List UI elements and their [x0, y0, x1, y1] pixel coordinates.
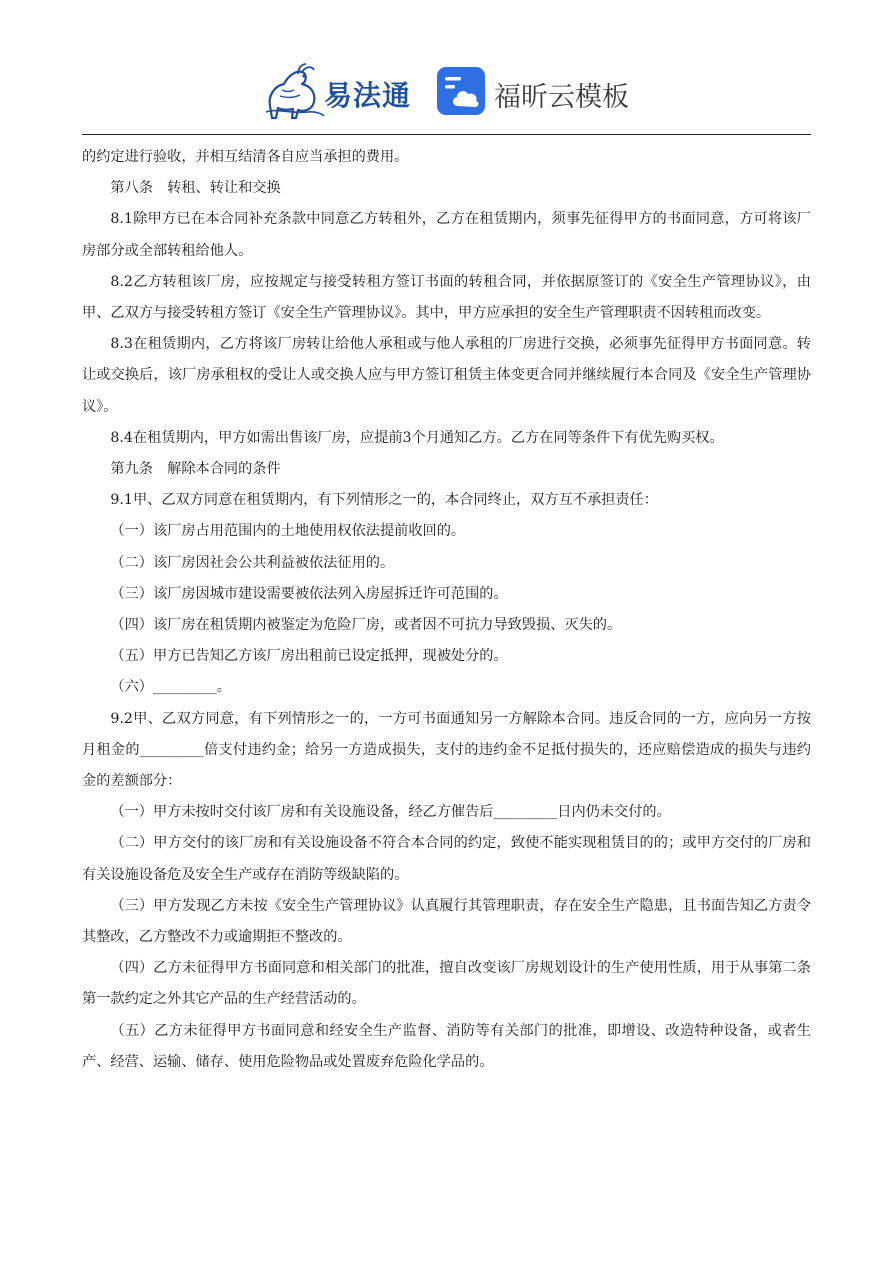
header-divider	[82, 134, 811, 135]
clause-9-2: 9.2甲、乙双方同意，有下列情形之一的，一方可书面通知另一方解除本合同。违反合同的一方，应向另一方按月租金的_________倍支付违约金；给另一方造成损失，支付的违约金不足抵付损失的，还应赔偿造成的损失与违约金的差额部分：	[82, 710, 811, 790]
clause-8-3: 8.3在租赁期内，乙方将该厂房转让给他人承租或与他人承租的厂房进行交换，必须事先征得甲方书面同意。转让或交换后，该厂房承租权的受让人或交换人应与甲方签订租赁主体变更合同并继续履行本合同及《安全生产管理协议》。	[82, 336, 811, 415]
clause-9-1-item-4: （四）该厂房在租赁期内被鉴定为危险厂房，或者因不可抗力导致毁损、灭失的。	[110, 617, 622, 634]
yifatong-brand-text: 易法通	[324, 79, 412, 112]
paragraph-continuation: 的约定进行验收，并相互结清各自应当承担的费用。	[82, 149, 409, 165]
clause-9-2-item-2: （二）甲方交付的该厂房和有关设施设备不符合本合同的约定，致使不能实现租赁目的的；或甲方交付的厂房和有关设施设备危及安全生产或存在消防等级缺陷的。	[82, 835, 811, 883]
yifatong-logo	[262, 62, 422, 122]
article-9-heading: 第九条 解除本合同的条件	[110, 461, 281, 478]
clause-9-1-item-3: （三）该厂房因城市建设需要被依法列入房屋拆迁许可范围的。	[110, 585, 508, 602]
clause-9-2-item-3: （三）甲方发现乙方未按《安全生产管理协议》认真履行其管理职责，存在安全生产隐患，且书面告知乙方责令其整改，乙方整改不力或逾期拒不整改的。	[82, 897, 811, 946]
clause-9-1: 9.1甲、乙双方同意在租赁期内，有下列情形之一的，本合同终止，双方互不承担责任：	[110, 492, 658, 509]
document-cloud-icon	[436, 66, 486, 116]
clause-9-2-item-1: （一）甲方未按时交付该厂房和有关设施设备，经乙方催告后_________日内仍未交付的。	[110, 804, 671, 821]
page-header	[0, 0, 893, 136]
clause-9-1-item-5: （五）甲方已告知乙方该厂房出租前已设定抵押，现被处分的。	[110, 648, 508, 665]
clause-9-2-item-5: （五）乙方未征得甲方书面同意和经安全生产监督、消防等有关部门的批准，即增设、改造特种设备，或者生产、经营、运输、储存、使用危险物品或处置废弃危险化学品的。	[82, 1022, 811, 1070]
qilin-mascot-icon	[262, 62, 326, 122]
article-8-heading: 第八条 转租、转让和交换	[110, 180, 281, 197]
clause-9-1-item-1: （一）该厂房占用范围内的土地使用权依法提前收回的。	[110, 523, 466, 540]
clause-8-4: 8.4在租赁期内，甲方如需出售该厂房，应提前3个月通知乙方。乙方在同等条件下有优先购买权。	[110, 429, 724, 446]
clause-8-1: 8.1除甲方已在本合同补充条款中同意乙方转租外，乙方在租赁期内，须事先征得甲方的书面同意，方可将该厂房部分或全部转租给他人。	[82, 211, 811, 259]
clause-8-2: 8.2乙方转租该厂房，应按规定与接受转租方签订书面的转租合同，并依据原签订的《安全生产管理协议》，由甲、乙双方与接受转租方签订《安全生产管理协议》。其中，甲方应承担的安全生产管理职责不因转租而改变。	[82, 273, 811, 322]
clause-9-1-item-6: （六）_________。	[110, 679, 231, 696]
foxit-cloud-template-brand-text: 福昕云模板	[494, 82, 629, 113]
document-body	[82, 142, 811, 1078]
foxit-cloud-template-logo	[436, 66, 656, 118]
clause-9-1-item-2: （二）该厂房因社会公共利益被依法征用的。	[110, 554, 395, 571]
clause-9-2-item-4: （四）乙方未征得甲方书面同意和相关部门的批准，擅自改变该厂房规划设计的生产使用性质，用于从事第二条第一款约定之外其它产品的生产经营活动的。	[82, 960, 811, 1008]
